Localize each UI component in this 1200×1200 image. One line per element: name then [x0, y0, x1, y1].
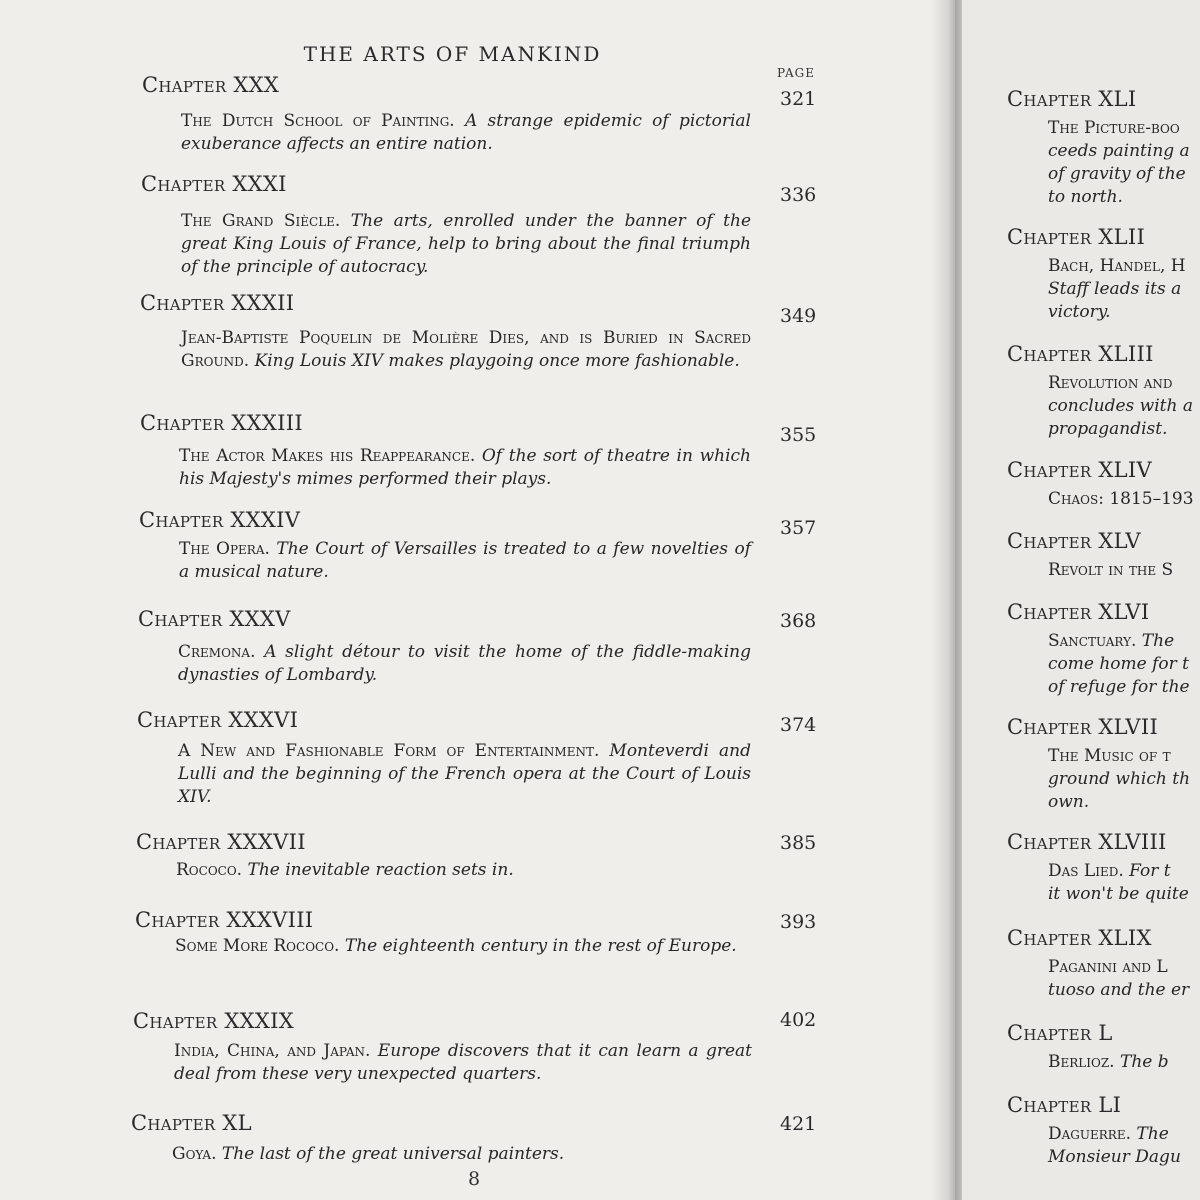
chapter-description — [179, 445, 751, 491]
chapter-description — [1048, 372, 1200, 441]
chapter-heading: Chapter XXXVIII — [135, 908, 314, 932]
page-number: 421 — [780, 1113, 817, 1135]
chapter-heading: Chapter XLIII — [1007, 342, 1154, 366]
description-line — [1048, 883, 1200, 906]
chapter-summary: The eighteenth century in the rest of Europe. — [339, 936, 737, 956]
running-head: THE ARTS OF MANKIND — [303, 42, 602, 66]
chapter-heading: Chapter XXXVII — [136, 830, 306, 854]
chapter-title: Daguerre. — [1048, 1124, 1131, 1144]
chapter-heading: Chapter XXXIV — [139, 508, 301, 532]
chapter-description — [174, 1040, 752, 1086]
description-line — [1048, 372, 1200, 395]
chapter-title: Chaos: 1815–193 — [1048, 489, 1194, 509]
chapter-title: Rococo. — [176, 860, 243, 880]
chapter-heading: Chapter XL — [131, 1111, 252, 1135]
description-line — [1048, 630, 1200, 653]
chapter-heading: Chapter XLIX — [1007, 926, 1152, 950]
description-line — [1048, 1051, 1200, 1074]
chapter-description — [181, 327, 751, 373]
chapter-summary: The — [1131, 1124, 1169, 1144]
chapter-heading: Chapter L — [1007, 1021, 1113, 1045]
chapter-description — [1048, 630, 1200, 699]
chapter-heading: Chapter XLVII — [1007, 715, 1159, 739]
description-line — [1048, 860, 1200, 883]
chapter-summary: of refuge for the — [1048, 677, 1190, 697]
chapter-summary: ceeds painting a — [1048, 141, 1190, 161]
description-line — [1048, 395, 1200, 418]
description-line — [1048, 163, 1200, 186]
chapter-heading: Chapter XXXV — [138, 607, 291, 631]
chapter-summary: it won't be quite — [1048, 884, 1189, 904]
description-line — [1048, 255, 1200, 278]
chapter-heading: Chapter XLVI — [1007, 600, 1150, 624]
chapter-heading: Chapter XXXI — [141, 172, 287, 196]
description-line — [1048, 745, 1200, 768]
chapter-title: Jean-Baptiste Poquelin de Molière Dies, and is Buried in Sacred Ground. — [181, 328, 751, 371]
chapter-description — [178, 641, 751, 687]
chapter-title: The Opera. — [179, 539, 270, 559]
chapter-title: The Picture-boo — [1048, 118, 1180, 138]
description-line — [1048, 559, 1200, 582]
description-line — [1048, 418, 1200, 441]
chapter-summary: to north. — [1048, 187, 1123, 207]
chapter-heading: Chapter XLV — [1007, 529, 1141, 553]
chapter-summary: King Louis XIV makes playgoing once more fashionable. — [249, 351, 740, 371]
chapter-description — [1048, 745, 1200, 814]
right-page — [962, 0, 1200, 1200]
chapter-summary: own. — [1048, 792, 1090, 812]
chapter-description — [1048, 117, 1200, 209]
chapter-description — [1048, 1123, 1200, 1169]
chapter-summary: concludes with a — [1048, 396, 1193, 416]
chapter-description — [175, 935, 751, 958]
page-number: 336 — [780, 184, 817, 206]
chapter-heading: Chapter XLII — [1007, 225, 1146, 249]
chapter-description — [1048, 559, 1200, 582]
chapter-description — [179, 538, 751, 584]
chapter-description — [176, 859, 751, 882]
chapter-heading: Chapter LI — [1007, 1093, 1122, 1117]
chapter-heading: Chapter XXXII — [140, 291, 295, 315]
chapter-heading: Chapter XLVIII — [1007, 830, 1167, 854]
chapter-summary: A strange epidemic of pictorial exuberance affects an entire nation. — [181, 111, 751, 154]
page-number: 402 — [780, 1009, 817, 1031]
chapter-summary: Of the sort of theatre in which his Majesty's mimes performed their plays. — [179, 446, 751, 489]
page-number: 355 — [780, 424, 817, 446]
description-line — [1048, 768, 1200, 791]
chapter-title: A New and Fashionable Form of Entertainment. — [178, 741, 600, 761]
chapter-summary: ground which th — [1048, 769, 1191, 789]
page-number: 357 — [780, 517, 817, 539]
chapter-title: The Music of t — [1048, 746, 1171, 766]
chapter-summary: Monteverdi and Lulli and the beginning of the French opera at the Court of Louis XIV. — [178, 741, 751, 807]
chapter-heading: Chapter XXX — [142, 73, 280, 97]
chapter-heading: Chapter XXXIII — [140, 411, 303, 435]
chapter-heading: Chapter XLI — [1007, 87, 1137, 111]
chapter-description — [1048, 255, 1200, 324]
description-line — [1048, 186, 1200, 209]
chapter-title: Das Lied. — [1048, 861, 1124, 881]
chapter-description — [1048, 1051, 1200, 1074]
chapter-summary: The — [1136, 631, 1175, 651]
chapter-title: Bach, Handel, H — [1048, 256, 1186, 276]
chapter-title: Revolt in the S — [1048, 560, 1174, 580]
description-line — [1048, 676, 1200, 699]
chapter-description — [181, 110, 751, 156]
page-number: 321 — [780, 88, 817, 110]
page-column-label: PAGE — [777, 66, 815, 80]
chapter-summary: Monsieur Dagu — [1048, 1147, 1181, 1167]
page-number: 349 — [780, 305, 817, 327]
chapter-title: The Grand Siècle. — [181, 211, 341, 231]
page-number: 374 — [780, 714, 817, 736]
chapter-summary: come home for t — [1048, 654, 1189, 674]
chapter-heading: Chapter XXXVI — [137, 708, 299, 732]
chapter-summary: The last of the great universal painters. — [216, 1144, 565, 1164]
chapter-title: Berlioz. — [1048, 1052, 1115, 1072]
chapter-title: Paganini and L — [1048, 957, 1168, 977]
chapter-description — [178, 740, 751, 809]
chapter-summary: of gravity of the — [1048, 164, 1186, 184]
description-line — [1048, 140, 1200, 163]
description-line — [1048, 1146, 1200, 1169]
description-line — [1048, 278, 1200, 301]
chapter-title: India, China, and Japan. — [174, 1041, 371, 1061]
chapter-heading: Chapter XLIV — [1007, 458, 1152, 482]
chapter-summary: The arts, enrolled under the banner of the great King Louis of France, help to bring about the final triumph of the principle of autocracy. — [181, 211, 752, 277]
chapter-title: Sanctuary. — [1048, 631, 1137, 651]
chapter-summary: victory. — [1048, 302, 1111, 322]
description-line — [1048, 301, 1200, 324]
description-line — [1048, 1123, 1200, 1146]
chapter-title: Goya. — [172, 1144, 217, 1164]
chapter-summary: tuoso and the er — [1048, 980, 1190, 1000]
chapter-description — [1048, 860, 1200, 906]
chapter-summary: Staff leads its a — [1048, 279, 1182, 299]
chapter-title: The Dutch School of Painting. — [181, 111, 455, 131]
chapter-summary: The Court of Versailles is treated to a few novelties of a musical nature. — [179, 539, 752, 582]
chapter-summary: The inevitable reaction sets in. — [242, 860, 514, 880]
page-number: 368 — [780, 610, 817, 632]
chapter-description — [181, 210, 751, 279]
chapter-summary: The b — [1114, 1052, 1169, 1072]
description-line — [1048, 117, 1200, 140]
description-line — [1048, 653, 1200, 676]
chapter-description — [1048, 956, 1200, 1002]
chapter-summary: For t — [1123, 861, 1171, 881]
page-number: 393 — [780, 911, 817, 933]
folio-page-number: 8 — [468, 1168, 481, 1190]
chapter-description — [172, 1143, 752, 1166]
description-line — [1048, 488, 1200, 511]
chapter-title: Some More Rococo. — [175, 936, 340, 956]
chapter-title: Cremona. — [178, 642, 256, 662]
description-line — [1048, 791, 1200, 814]
page-number: 385 — [780, 832, 817, 854]
chapter-heading: Chapter XXXIX — [133, 1009, 294, 1033]
description-line — [1048, 979, 1200, 1002]
chapter-title: The Actor Makes his Reappearance. — [179, 446, 476, 466]
chapter-description — [1048, 488, 1200, 511]
chapter-summary: A slight détour to visit the home of the fiddle-making dynasties of Lombardy. — [178, 642, 751, 685]
chapter-summary: Europe discovers that it can learn a great deal from these very unexpected quarters. — [174, 1041, 752, 1084]
chapter-summary: propagandist. — [1048, 419, 1168, 439]
description-line — [1048, 956, 1200, 979]
chapter-title: Revolution and — [1048, 373, 1173, 393]
